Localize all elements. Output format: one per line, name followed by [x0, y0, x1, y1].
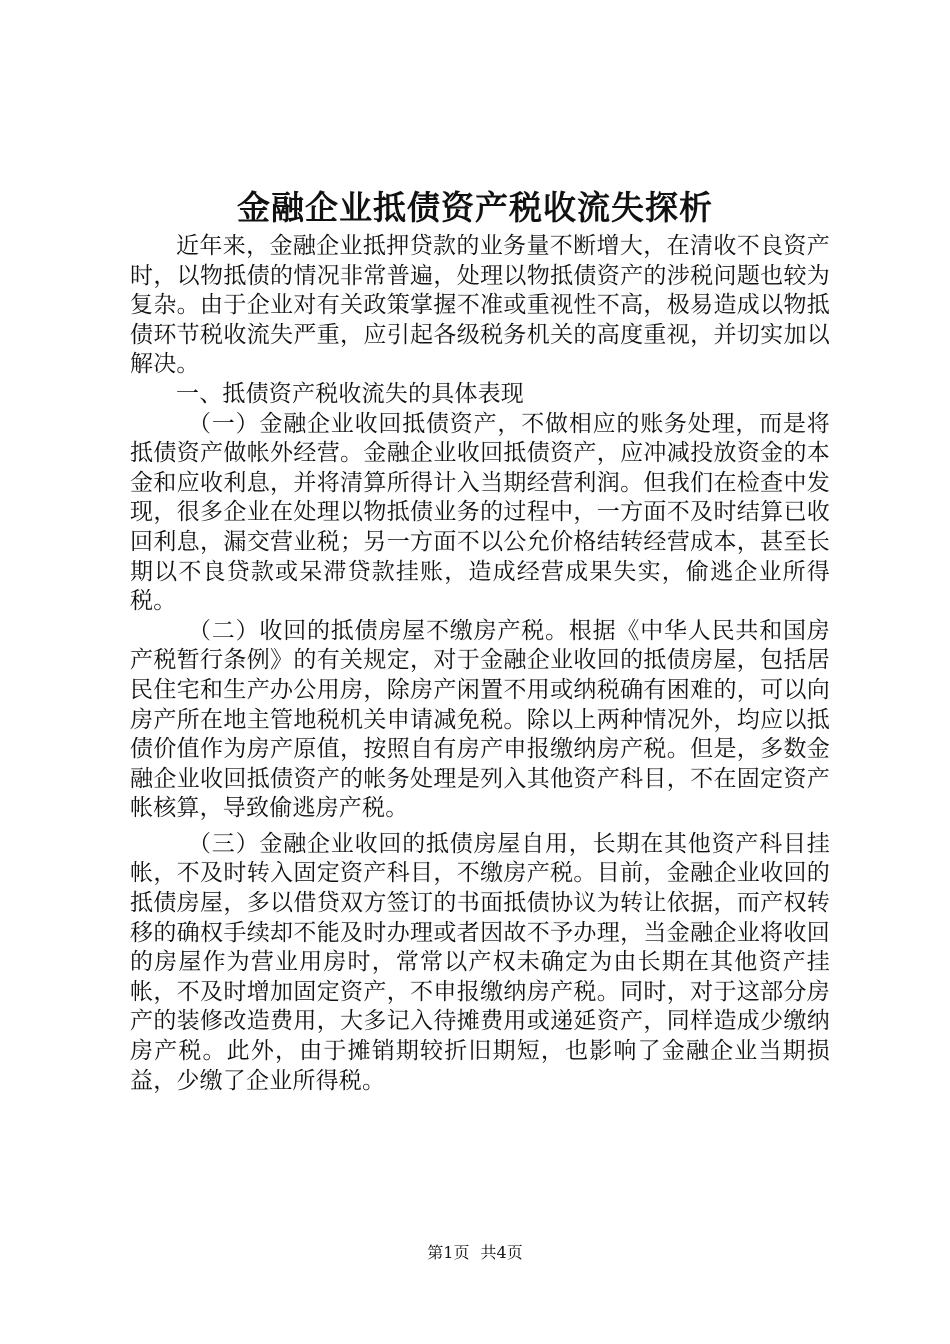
document-title: 金融企业抵债资产税收流失探析 [237, 188, 713, 227]
paragraph-item-3: （三）金融企业收回的抵债房屋自用，长期在其他资产科目挂帐，不及时转入固定资产科目，不缴房产税。目前，金融企业收回的抵债房屋，多以借贷双方签订的书面抵债协议为转让依据，而产权转移的确权手续却不能及时办理或者因故不予办理，当金融企业将收回的房屋作为营业用房时，常常以产权未确定为由长期在其他资产挂帐，不及时增加固定资产，不申报缴纳房产税。同时，对于这部分房产的装修改造费用，大多记入待摊费用或递延资产，同样造成少缴纳房产税。此外，由于摊销期较折旧期短，也影响了金融企业当期损益，少缴了企业所得税。 [130, 830, 830, 1094]
paragraph-intro: 近年来，金融企业抵押贷款的业务量不断增大，在清收不良资产时，以物抵债的情况非常普遍，处理以物抵债资产的涉税问题也较为复杂。由于企业对有关政策掌握不准或重视性不高，极易造成以物抵债环节税收流失严重，应引起各级税务机关的高度重视，并切实加以解决。 [130, 233, 830, 378]
section-heading: 一、抵债资产税收流失的具体表现 [176, 380, 524, 407]
page-footer [0, 1241, 950, 1265]
paragraph-item-1: （一）金融企业收回抵债资产，不做相应的账务处理，而是将抵债资产做帐外经营。金融企业收回抵债资产，应冲减投放资金的本金和应收利息，并将清算所得计入当期经营利润。但我们在检查中发现，很多企业在处理以物抵债业务的过程中，一方面不及时结算已收回利息，漏交营业税；另一方面不以公允价格结转经营成本，甚至长期以不良贷款或呆滞贷款挂账，造成经营成果失实，偷逃企业所得税。 [130, 410, 830, 615]
page-total: 共4页 [480, 1243, 523, 1262]
paragraph-item-2: （二）收回的抵债房屋不缴房产税。根据《中华人民共和国房产税暂行条例》的有关规定，对于金融企业收回的抵债房屋，包括居民住宅和生产办公用房，除房产闲置不用或纳税确有困难的，可以向房产所在地主管地税机关申请减免税。除以上两种情况外，均应以抵债价值作为房产原值，按照自有房产申报缴纳房产税。但是，多数金融企业收回抵债资产的帐务处理是列入其他资产科目，不在固定资产帐核算，导致偷逃房产税。 [130, 617, 830, 822]
page-number: 第1页 [427, 1243, 470, 1262]
document-body [130, 232, 830, 1096]
